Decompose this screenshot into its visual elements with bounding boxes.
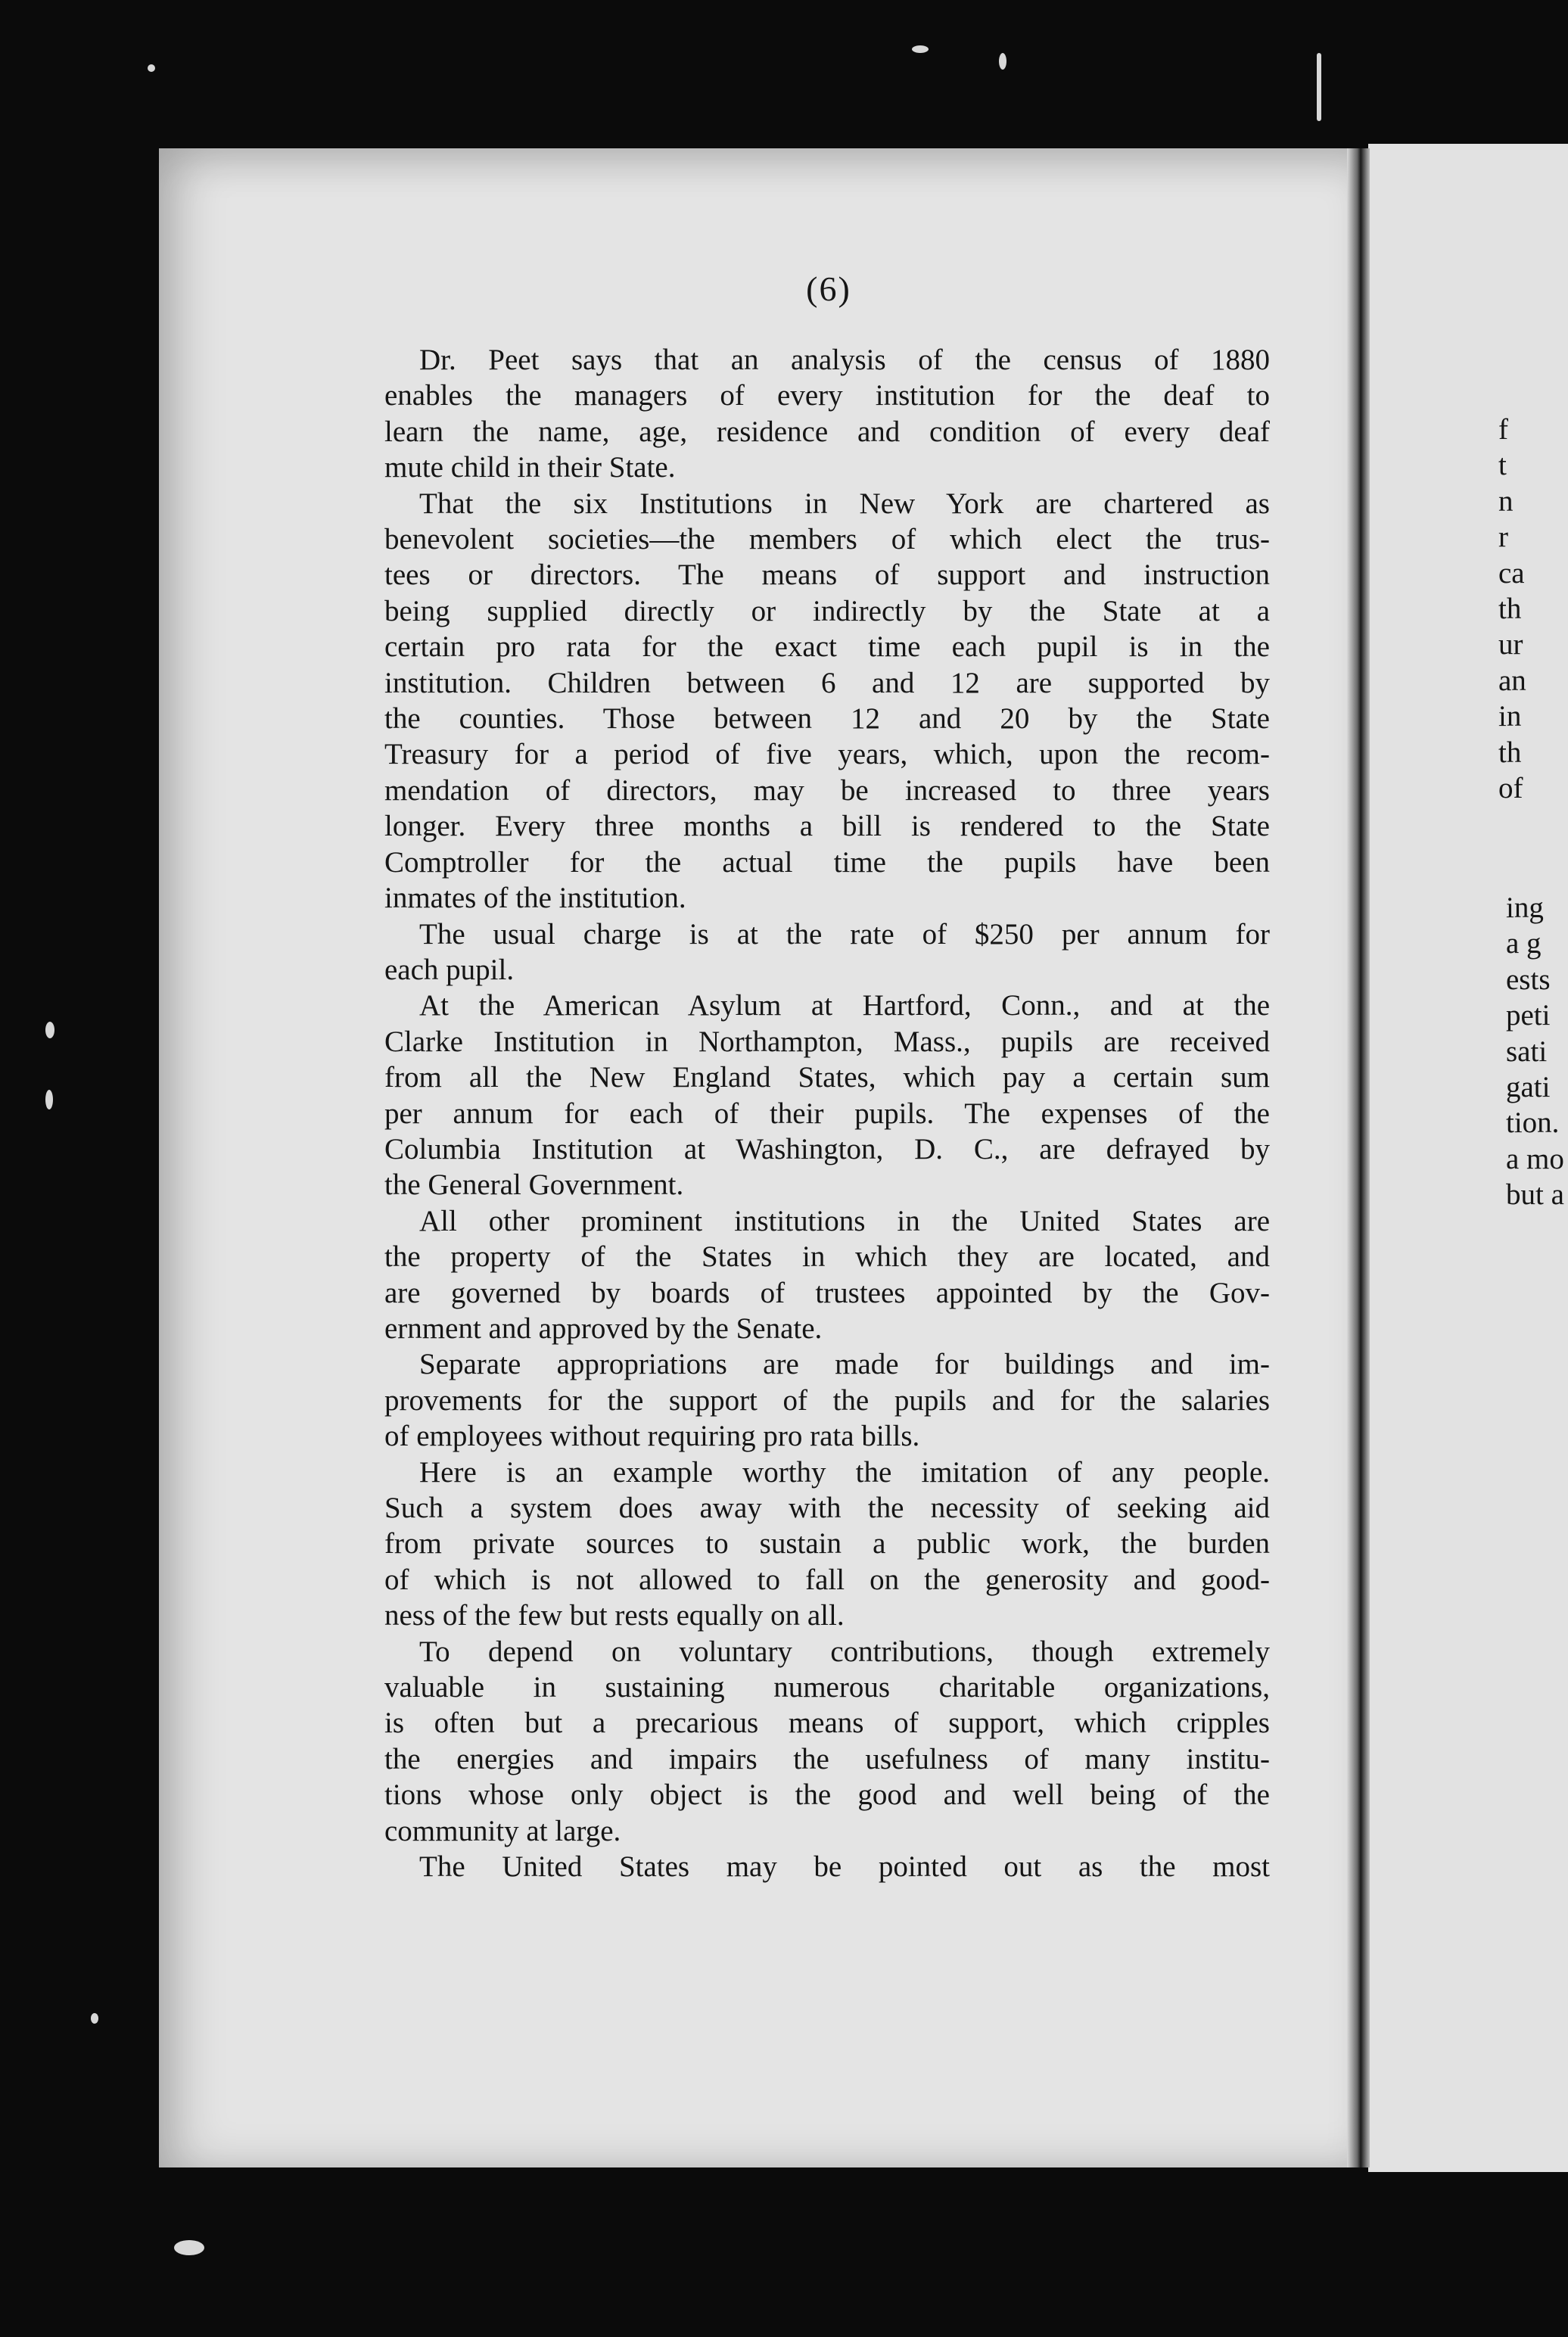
- text-line: tees or directors. The means of support and instruction: [384, 559, 1270, 592]
- text-line: All other prominent institutions in the United States are: [419, 1204, 1270, 1237]
- fragment: in: [1498, 700, 1522, 733]
- facing-page-text-top: [1498, 412, 1568, 806]
- text-line: inmates of the institution.: [384, 882, 686, 915]
- text-line: are governed by boards of trustees appointed by the Gov-: [384, 1276, 1270, 1309]
- page-gutter: [1347, 148, 1370, 2167]
- text-line: To depend on voluntary contributions, though extremely: [419, 1635, 1270, 1668]
- text-line: Clarke Institution in Northampton, Mass., pupils are received: [384, 1025, 1270, 1058]
- text-line: The United States may be pointed out as the most: [419, 1850, 1270, 1884]
- text-line: of which is not allowed to fall on the generosity and good-: [384, 1563, 1270, 1596]
- text-line: longer. Every three months a bill is rendered to the State: [384, 810, 1270, 843]
- text-line: Here is an example worthy the imitation of any people.: [419, 1455, 1270, 1489]
- text-line: Such a system does away with the necessity of seeking aid: [384, 1492, 1270, 1524]
- fragment: tion.: [1506, 1106, 1560, 1140]
- text-line: That the six Institutions in New York are chartered as: [419, 487, 1270, 520]
- text-line: being supplied directly or indirectly by the State at a: [384, 594, 1270, 627]
- text-line: The usual charge is at the rate of $250 per annum for: [419, 917, 1270, 951]
- fragment: a g: [1506, 927, 1542, 960]
- fragment: ur: [1498, 628, 1523, 661]
- text-line: certain pro rata for the exact time each pupil is in the: [384, 630, 1270, 664]
- text-line: the counties. Those between 12 and 20 by the State: [384, 702, 1270, 736]
- text-line: the General Government.: [384, 1168, 684, 1202]
- body-text: [384, 342, 1270, 1884]
- text-line: Dr. Peet says that an analysis of the census of 1880: [419, 344, 1270, 376]
- text-line: Columbia Institution at Washington, D. C., are defrayed by: [384, 1132, 1270, 1165]
- fragment: f: [1498, 413, 1508, 446]
- fragment: ests: [1506, 963, 1551, 996]
- film-speck: [45, 1022, 54, 1038]
- fragment: ing: [1506, 892, 1544, 924]
- fragment: ca: [1498, 556, 1525, 590]
- text-line: provements for the support of the pupils and for the salaries: [384, 1383, 1270, 1417]
- fragment: of: [1498, 772, 1523, 805]
- text-line: community at large.: [384, 1814, 621, 1847]
- facing-page-text-bottom: [1506, 890, 1568, 1213]
- text-line: ernment and approved by the Senate.: [384, 1312, 823, 1345]
- text-line: At the American Asylum at Hartford, Conn., and at the: [419, 989, 1270, 1022]
- text-line: ness of the few but rests equally on all.: [384, 1599, 845, 1632]
- fragment: n: [1498, 484, 1514, 518]
- film-speck: [999, 53, 1006, 70]
- text-line: mute child in their State.: [384, 451, 676, 484]
- text-line: mendation of directors, may be increased to three years: [384, 773, 1270, 807]
- text-line: learn the name, age, residence and condition of every deaf: [384, 415, 1270, 448]
- text-line: benevolent societies—the members of which elect the trus-: [384, 523, 1270, 556]
- text-line: Separate appropriations are made for buildings and im-: [419, 1348, 1270, 1381]
- fragment: a mo: [1506, 1142, 1564, 1175]
- page-number: (6): [806, 269, 851, 308]
- fragment: peti: [1506, 999, 1551, 1032]
- text-line: enables the managers of every institution for the deaf to: [384, 379, 1270, 412]
- text-line: is often but a precarious means of support, which cripples: [384, 1707, 1270, 1740]
- film-speck: [912, 45, 929, 53]
- film-speck: [148, 64, 155, 72]
- text-line: from private sources to sustain a public work, the burden: [384, 1527, 1270, 1561]
- film-speck: [91, 2013, 98, 2024]
- fragment: th: [1498, 593, 1522, 626]
- fragment: sati: [1506, 1035, 1548, 1068]
- text-line: of employees without requiring pro rata bills.: [384, 1420, 920, 1453]
- text-line: per annum for each of their pupils. The expenses of the: [384, 1097, 1270, 1130]
- fragment: gati: [1506, 1071, 1551, 1104]
- text-line: the property of the States in which they are located, and: [384, 1240, 1270, 1274]
- text-line: tions whose only object is the good and well being of the: [384, 1778, 1270, 1812]
- text-line: Treasury for a period of five years, which, upon the recom-: [384, 738, 1270, 771]
- fragment: th: [1498, 736, 1522, 769]
- text-line: the energies and impairs the usefulness of many institu-: [384, 1742, 1270, 1775]
- text-line: institution. Children between 6 and 12 are supported by: [384, 666, 1270, 699]
- film-speck: [45, 1090, 53, 1109]
- text-line: Comptroller for the actual time the pupils have been: [384, 845, 1270, 879]
- fragment: t: [1498, 449, 1507, 482]
- text-line: valuable in sustaining numerous charitable organizations,: [384, 1671, 1270, 1704]
- film-speck: [174, 2240, 204, 2255]
- text-line: from all the New England States, which pay a certain sum: [384, 1061, 1270, 1094]
- text-line: each pupil.: [384, 953, 515, 986]
- film-speck: [1317, 53, 1321, 121]
- fragment: but a: [1506, 1178, 1564, 1212]
- fragment: r: [1498, 521, 1508, 554]
- fragment: an: [1498, 664, 1526, 697]
